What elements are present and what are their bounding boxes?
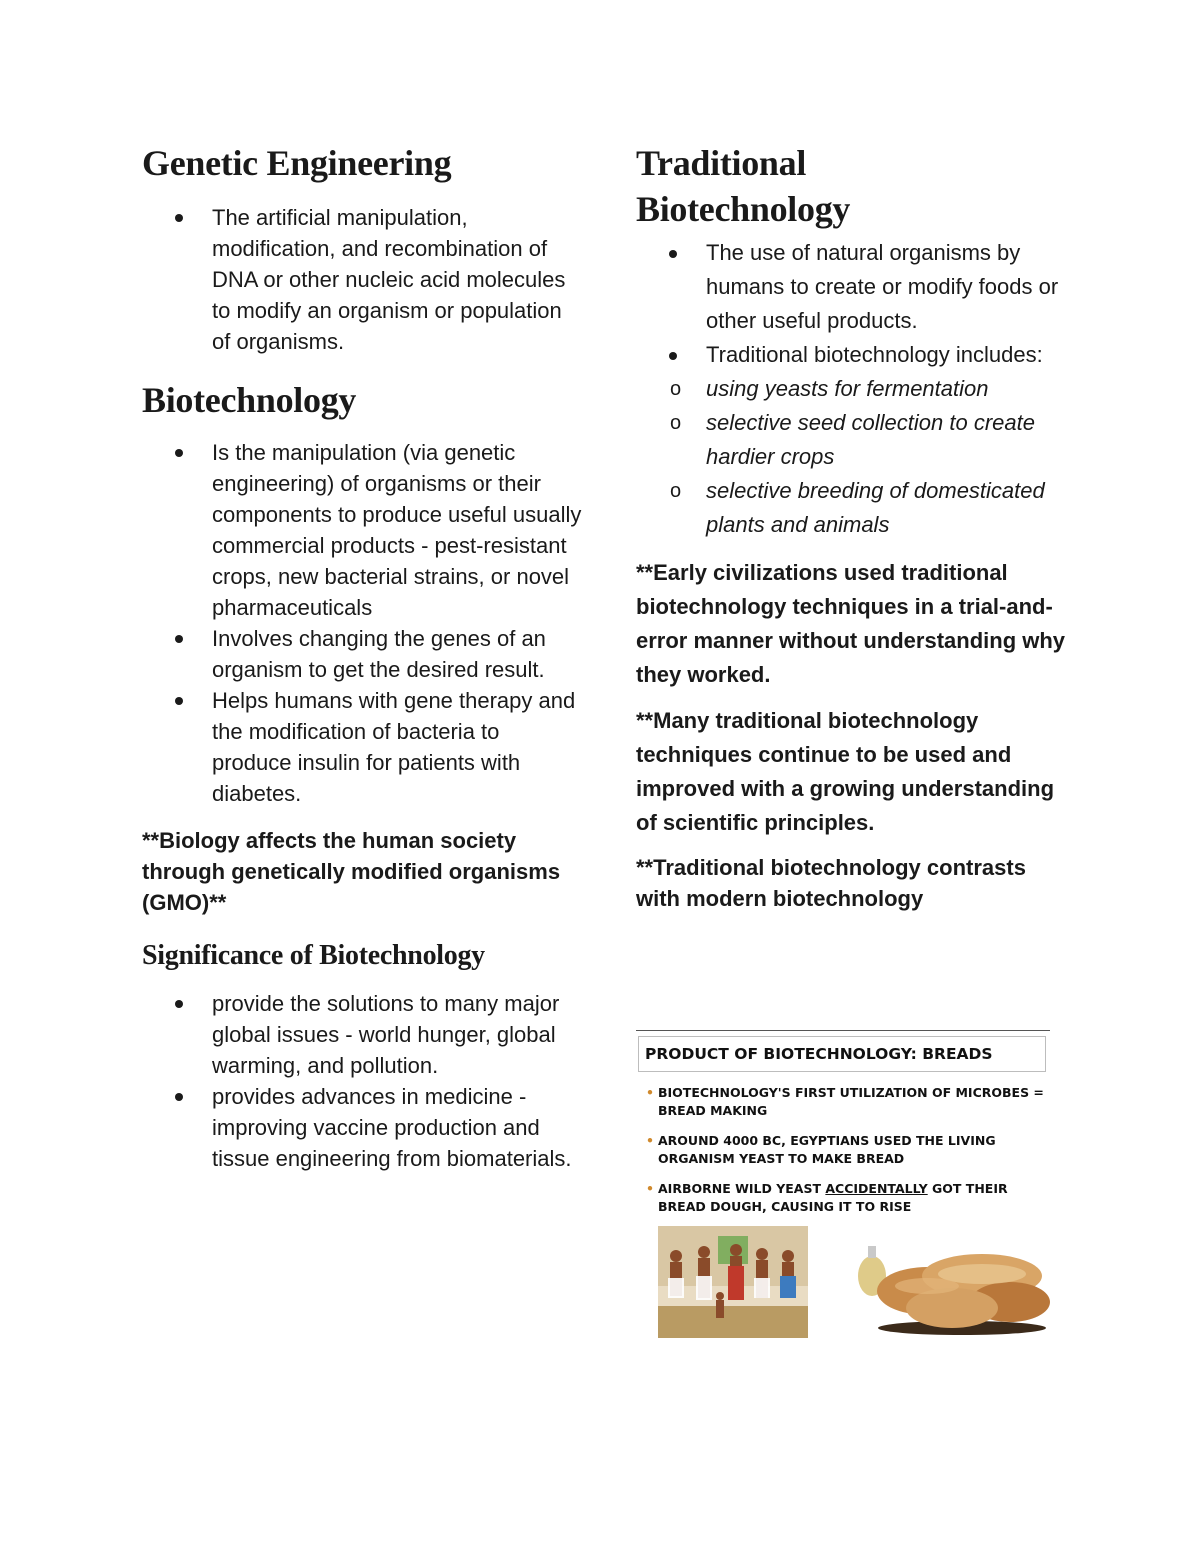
genetic-engineering-heading: Genetic Engineering (142, 143, 452, 183)
slide-divider (636, 1030, 1050, 1031)
sub-list-item-text: using yeasts for fermentation (706, 376, 989, 401)
heading-line: Traditional (636, 143, 807, 183)
sub-list-item (636, 372, 1076, 406)
bread-slide-image (636, 1030, 1056, 1342)
circle-bullet-icon: o (670, 378, 682, 400)
left-column (142, 140, 582, 1174)
circle-bullet-icon: o (670, 412, 682, 434)
slide-bullets (646, 1084, 1046, 1228)
slide-title: PRODUCT OF BIOTECHNOLOGY: BREADS (638, 1036, 1046, 1072)
contrast-note: **Traditional biotechnology contrasts with modern biotechnology (636, 855, 1026, 911)
significance-heading: Significance of Biotechnology (142, 940, 485, 971)
sub-list-item (636, 474, 1076, 542)
early-civilizations-note: **Early civilizations used traditional biotechnology techniques in a trial-and-error manner without understanding why they worked. (636, 560, 1066, 687)
slide-bullet-text: GOT THEIR BREAD DOUGH, CAUSING IT TO RISE (658, 1181, 1008, 1214)
significance-list (142, 988, 582, 1174)
traditional-biotechnology-heading (636, 140, 1076, 232)
slide-bullet: • AROUND 4000 BC, EGYPTIANS USED THE LIVING ORGANISM YEAST TO MAKE BREAD (646, 1132, 1046, 1168)
heading-line: Biotechnology (636, 189, 851, 229)
slide-bullet-text: AIRBORNE WILD YEAST (658, 1181, 826, 1196)
gmo-note: **Biology affects the human society through genetically modified organisms (GMO)** (142, 828, 561, 915)
sub-list-item-text: selective seed collection to create hardier crops (706, 410, 1035, 469)
slide-bullet: • BIOTECHNOLOGY'S FIRST UTILIZATION OF MICROBES = BREAD MAKING (646, 1084, 1046, 1120)
sub-list-item-text: selective breeding of domesticated plants and animals (706, 478, 1045, 537)
circle-bullet-icon: o (670, 480, 682, 502)
egyptians-illustration (658, 1226, 808, 1338)
list-item: The artificial manipulation, modification, and recombination of DNA or other nucleic acid molecules to modify an organism or population of organisms. (142, 202, 582, 357)
list-item: Is the manipulation (via genetic engineering) of organisms or their components to produce useful usually commercial products - pest-resistant crops, new bacterial strains, or novel pharmaceuticals (142, 437, 582, 623)
traditional-sublist (636, 372, 1076, 542)
slide-bullet (646, 1180, 1046, 1216)
biotechnology-heading: Biotechnology (142, 380, 357, 420)
bread-photo (832, 1236, 1052, 1336)
list-item: provide the solutions to many major global issues - world hunger, global warming, and pollution. (142, 988, 582, 1081)
sub-list-item (636, 406, 1076, 474)
continued-use-note: **Many traditional biotechnology techniques continue to be used and improved with a growing understanding of scientific principles. (636, 708, 1055, 835)
list-item: Involves changing the genes of an organism to get the desired result. (142, 623, 582, 685)
list-item: provides advances in medicine - improving vaccine production and tissue engineering from biomaterials. (142, 1081, 582, 1174)
biotechnology-list (142, 437, 582, 809)
genetic-engineering-list (142, 202, 582, 357)
list-item: The use of natural organisms by humans to create or modify foods or other useful products. (636, 236, 1076, 338)
slide-bullet-underlined: ACCIDENTALLY (825, 1181, 928, 1196)
list-item: Helps humans with gene therapy and the modification of bacteria to produce insulin for patients with diabetes. (142, 685, 582, 809)
traditional-list (636, 236, 1076, 542)
list-item-text: Traditional biotechnology includes: (706, 342, 1043, 367)
right-column (636, 140, 1076, 914)
list-item (636, 338, 1076, 542)
